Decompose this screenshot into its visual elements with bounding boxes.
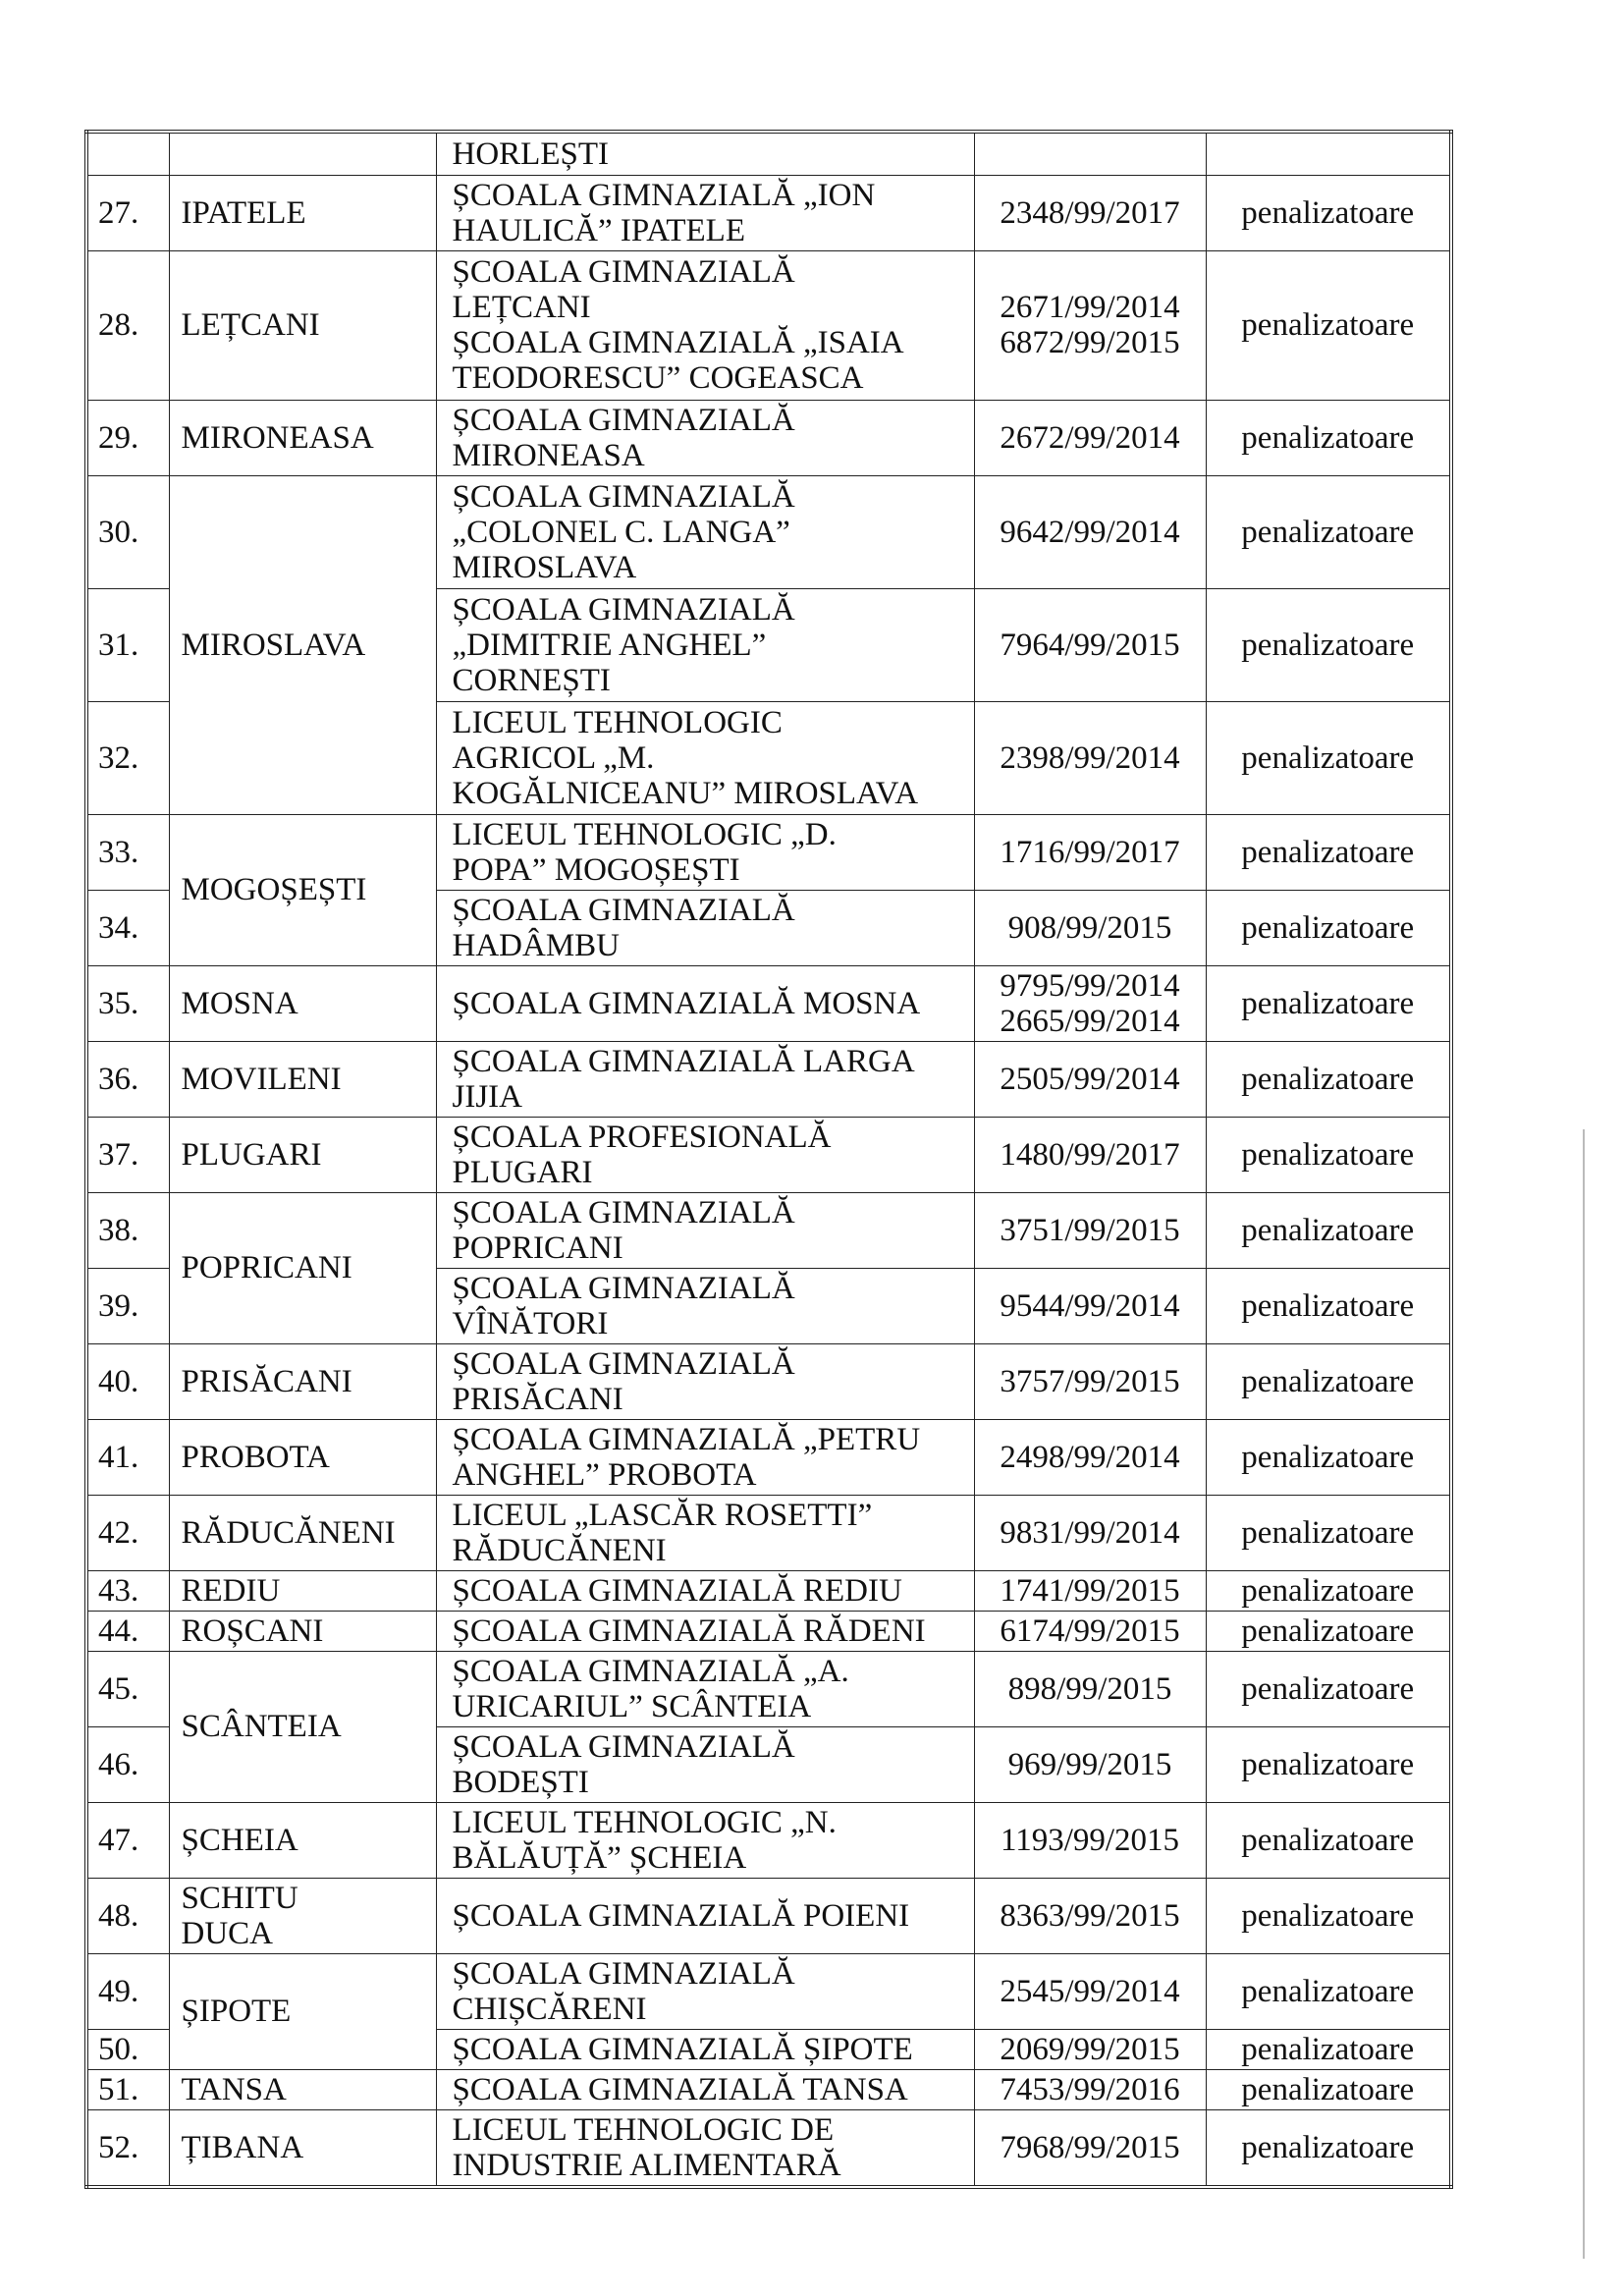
- registration-number: 9642/99/2014: [974, 475, 1206, 588]
- status-label: penalizatoare: [1206, 1802, 1451, 1878]
- row-number: 30.: [86, 475, 169, 588]
- status-label: penalizatoare: [1206, 175, 1451, 250]
- status-label: penalizatoare: [1206, 701, 1451, 814]
- school-name: ȘCOALA GIMNAZIALĂ BODEȘTI: [436, 1726, 974, 1802]
- school-name: ȘCOALA GIMNAZIALĂ RĂDENI: [436, 1611, 974, 1651]
- registration-number: 908/99/2015: [974, 890, 1206, 965]
- registration-number: 7968/99/2015: [974, 2109, 1206, 2187]
- registration-number: 8363/99/2015: [974, 1878, 1206, 1953]
- status-label: penalizatoare: [1206, 400, 1451, 475]
- status-label: penalizatoare: [1206, 2029, 1451, 2069]
- registration-number: 2348/99/2017: [974, 175, 1206, 250]
- registration-number: 2505/99/2014: [974, 1041, 1206, 1117]
- row-number: 40.: [86, 1343, 169, 1419]
- status-label: penalizatoare: [1206, 1611, 1451, 1651]
- row-number: 31.: [86, 588, 169, 701]
- school-name: ȘCOALA GIMNAZIALĂ „ION HAULICĂ” IPATELE: [436, 175, 974, 250]
- status-cell: [1206, 132, 1451, 175]
- table-row: [86, 1878, 1451, 1953]
- registration-number: 9544/99/2014: [974, 1268, 1206, 1343]
- school-name: ȘCOALA GIMNAZIALĂ „PETRU ANGHEL” PROBOTA: [436, 1419, 974, 1495]
- row-number: 50.: [86, 2029, 169, 2069]
- row-number: [86, 132, 169, 175]
- registration-number: 2671/99/2014 6872/99/2015: [974, 250, 1206, 400]
- status-label: penalizatoare: [1206, 2069, 1451, 2109]
- row-number: 41.: [86, 1419, 169, 1495]
- registration-number: 898/99/2015: [974, 1651, 1206, 1726]
- table-row: [86, 475, 1451, 588]
- table-row: [86, 814, 1451, 890]
- row-number: 27.: [86, 175, 169, 250]
- status-label: penalizatoare: [1206, 250, 1451, 400]
- school-name: ȘCOALA GIMNAZIALĂ ȘIPOTE: [436, 2029, 974, 2069]
- row-number: 52.: [86, 2109, 169, 2187]
- row-number: 46.: [86, 1726, 169, 1802]
- row-number: 39.: [86, 1268, 169, 1343]
- table-row: [86, 1343, 1451, 1419]
- school-name: ȘCOALA GIMNAZIALĂ LEȚCANI ȘCOALA GIMNAZIALĂ „ISAIA TEODORESCU” COGEASCA: [436, 250, 974, 400]
- commune-name: SCHITU DUCA: [169, 1878, 436, 1953]
- table-row: [86, 1570, 1451, 1611]
- commune-name: LEȚCANI: [169, 250, 436, 400]
- commune-name: ROȘCANI: [169, 1611, 436, 1651]
- table-row: [86, 1419, 1451, 1495]
- schools-table: [84, 130, 1453, 2189]
- commune-name: REDIU: [169, 1570, 436, 1611]
- status-label: penalizatoare: [1206, 1117, 1451, 1192]
- registration-number: 7964/99/2015: [974, 588, 1206, 701]
- registration-number: 6174/99/2015: [974, 1611, 1206, 1651]
- row-number: 47.: [86, 1802, 169, 1878]
- school-name: ȘCOALA GIMNAZIALĂ „A. URICARIUL” SCÂNTEIA: [436, 1651, 974, 1726]
- registration-number: 1716/99/2017: [974, 814, 1206, 890]
- registration-number: 1193/99/2015: [974, 1802, 1206, 1878]
- table-row: [86, 400, 1451, 475]
- row-number: 34.: [86, 890, 169, 965]
- school-name: ȘCOALA GIMNAZIALĂ LARGA JIJIA: [436, 1041, 974, 1117]
- table-row: [86, 2109, 1451, 2187]
- table-row: [86, 175, 1451, 250]
- commune-name: ȘCHEIA: [169, 1802, 436, 1878]
- school-name: ȘCOALA GIMNAZIALĂ CHIȘCĂRENI: [436, 1953, 974, 2029]
- status-label: penalizatoare: [1206, 1570, 1451, 1611]
- school-name: ȘCOALA PROFESIONALĂ PLUGARI: [436, 1117, 974, 1192]
- commune-name: PROBOTA: [169, 1419, 436, 1495]
- status-label: penalizatoare: [1206, 475, 1451, 588]
- table-row: [86, 250, 1451, 400]
- row-number: 51.: [86, 2069, 169, 2109]
- status-label: penalizatoare: [1206, 2109, 1451, 2187]
- registration-number: 2398/99/2014: [974, 701, 1206, 814]
- registration-number: 2672/99/2014: [974, 400, 1206, 475]
- school-name: LICEUL TEHNOLOGIC DE INDUSTRIE ALIMENTARĂ: [436, 2109, 974, 2187]
- row-number: 35.: [86, 965, 169, 1041]
- row-number: 43.: [86, 1570, 169, 1611]
- school-name: ȘCOALA GIMNAZIALĂ „COLONEL C. LANGA” MIROSLAVA: [436, 475, 974, 588]
- registration-number: 9831/99/2014: [974, 1495, 1206, 1570]
- registration-number: 1480/99/2017: [974, 1117, 1206, 1192]
- row-number: 45.: [86, 1651, 169, 1726]
- status-label: penalizatoare: [1206, 1268, 1451, 1343]
- commune-name: SCÂNTEIA: [169, 1651, 436, 1802]
- status-label: penalizatoare: [1206, 1419, 1451, 1495]
- registration-number: 2069/99/2015: [974, 2029, 1206, 2069]
- commune-name: POPRICANI: [169, 1192, 436, 1343]
- row-number: 37.: [86, 1117, 169, 1192]
- status-label: penalizatoare: [1206, 1878, 1451, 1953]
- commune-name: MOGOȘEȘTI: [169, 814, 436, 965]
- row-number: 38.: [86, 1192, 169, 1268]
- status-label: penalizatoare: [1206, 1651, 1451, 1726]
- table-row: [86, 1041, 1451, 1117]
- school-name: ȘCOALA GIMNAZIALĂ „DIMITRIE ANGHEL” CORNEȘTI: [436, 588, 974, 701]
- row-number: 29.: [86, 400, 169, 475]
- registration-number: 3757/99/2015: [974, 1343, 1206, 1419]
- school-name: ȘCOALA GIMNAZIALĂ REDIU: [436, 1570, 974, 1611]
- commune-name: PLUGARI: [169, 1117, 436, 1192]
- registration-number: 2545/99/2014: [974, 1953, 1206, 2029]
- commune-name: ȚIBANA: [169, 2109, 436, 2187]
- commune-name: MIROSLAVA: [169, 475, 436, 814]
- school-name: ȘCOALA GIMNAZIALĂ POIENI: [436, 1878, 974, 1953]
- status-label: penalizatoare: [1206, 890, 1451, 965]
- scan-edge-line: [1583, 1129, 1585, 2259]
- status-label: penalizatoare: [1206, 588, 1451, 701]
- commune-name: RĂDUCĂNENI: [169, 1495, 436, 1570]
- table-row: [86, 965, 1451, 1041]
- school-name: ȘCOALA GIMNAZIALĂ MIRONEASA: [436, 400, 974, 475]
- table-row: [86, 1802, 1451, 1878]
- school-name: ȘCOALA GIMNAZIALĂ VÎNĂTORI: [436, 1268, 974, 1343]
- row-number: 33.: [86, 814, 169, 890]
- school-name: LICEUL „LASCĂR ROSETTI” RĂDUCĂNENI: [436, 1495, 974, 1570]
- status-label: penalizatoare: [1206, 1343, 1451, 1419]
- row-number: 32.: [86, 701, 169, 814]
- registration-number: 7453/99/2016: [974, 2069, 1206, 2109]
- status-label: penalizatoare: [1206, 1041, 1451, 1117]
- commune-name: IPATELE: [169, 175, 436, 250]
- school-name: HORLEȘTI: [436, 132, 974, 175]
- status-label: penalizatoare: [1206, 1726, 1451, 1802]
- row-number: 48.: [86, 1878, 169, 1953]
- commune-name: MOVILENI: [169, 1041, 436, 1117]
- row-number: 36.: [86, 1041, 169, 1117]
- row-number: 42.: [86, 1495, 169, 1570]
- commune-name: TANSA: [169, 2069, 436, 2109]
- registration-number: [974, 132, 1206, 175]
- school-name: ȘCOALA GIMNAZIALĂ HADÂMBU: [436, 890, 974, 965]
- table-row: [86, 1192, 1451, 1268]
- status-label: penalizatoare: [1206, 1192, 1451, 1268]
- status-label: penalizatoare: [1206, 965, 1451, 1041]
- registration-number: 969/99/2015: [974, 1726, 1206, 1802]
- school-name: LICEUL TEHNOLOGIC „N. BĂLĂUȚĂ” ȘCHEIA: [436, 1802, 974, 1878]
- registration-number: 3751/99/2015: [974, 1192, 1206, 1268]
- school-name: ȘCOALA GIMNAZIALĂ POPRICANI: [436, 1192, 974, 1268]
- status-label: penalizatoare: [1206, 814, 1451, 890]
- table-row: [86, 1611, 1451, 1651]
- school-name: ȘCOALA GIMNAZIALĂ TANSA: [436, 2069, 974, 2109]
- commune-name: MOSNA: [169, 965, 436, 1041]
- commune-name: PRISĂCANI: [169, 1343, 436, 1419]
- commune-name: ȘIPOTE: [169, 1953, 436, 2069]
- registration-number: 9795/99/2014 2665/99/2014: [974, 965, 1206, 1041]
- commune-name: MIRONEASA: [169, 400, 436, 475]
- table-row: [86, 1953, 1451, 2029]
- status-label: penalizatoare: [1206, 1495, 1451, 1570]
- row-number: 44.: [86, 1611, 169, 1651]
- school-name: ȘCOALA GIMNAZIALĂ MOSNA: [436, 965, 974, 1041]
- status-label: penalizatoare: [1206, 1953, 1451, 2029]
- school-name: LICEUL TEHNOLOGIC „D. POPA” MOGOȘEȘTI: [436, 814, 974, 890]
- row-number: 49.: [86, 1953, 169, 2029]
- table-row: [86, 132, 1451, 175]
- row-number: 28.: [86, 250, 169, 400]
- school-name: ȘCOALA GIMNAZIALĂ PRISĂCANI: [436, 1343, 974, 1419]
- commune-cell: [169, 132, 436, 175]
- registration-number: 2498/99/2014: [974, 1419, 1206, 1495]
- table-row: [86, 1651, 1451, 1726]
- school-name: LICEUL TEHNOLOGIC AGRICOL „M. KOGĂLNICEANU” MIROSLAVA: [436, 701, 974, 814]
- table-row: [86, 1117, 1451, 1192]
- registration-number: 1741/99/2015: [974, 1570, 1206, 1611]
- table-row: [86, 2069, 1451, 2109]
- table-row: [86, 1495, 1451, 1570]
